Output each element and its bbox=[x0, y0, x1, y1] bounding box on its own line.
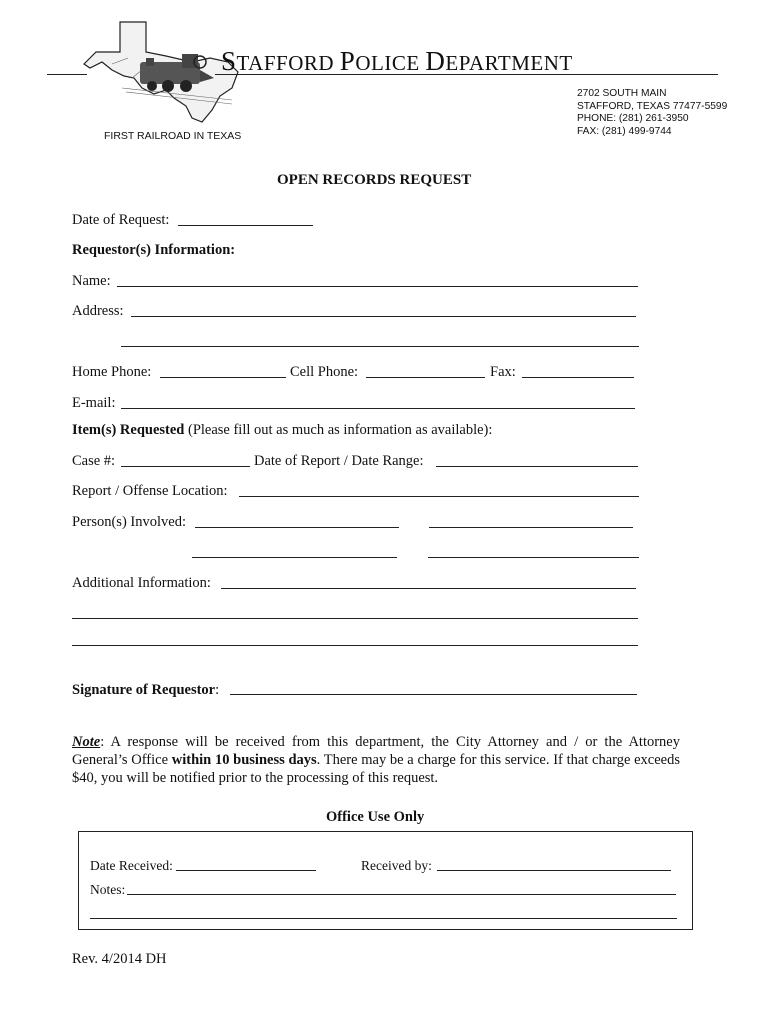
email-field[interactable] bbox=[121, 408, 635, 409]
persons-involved-field-3[interactable] bbox=[192, 557, 397, 558]
persons-involved-label: Person(s) Involved: bbox=[72, 514, 186, 530]
received-by-label: Received by: bbox=[361, 858, 432, 873]
additional-info-field[interactable] bbox=[221, 588, 636, 589]
form-title: OPEN RECORDS REQUEST bbox=[277, 172, 472, 188]
date-received-field[interactable] bbox=[176, 870, 316, 871]
email-label: E-mail: bbox=[72, 395, 116, 411]
office-use-heading: Office Use Only bbox=[326, 809, 425, 825]
additional-info-field-line-2[interactable] bbox=[72, 618, 638, 619]
received-by-field[interactable] bbox=[437, 870, 671, 871]
home-phone-field[interactable] bbox=[160, 377, 286, 378]
note-paragraph bbox=[72, 733, 680, 787]
offense-location-field[interactable] bbox=[239, 496, 639, 497]
note-text-1: : A response will be received from this department, the City Attorney and / or the Attorney General’s Office bbox=[72, 734, 680, 768]
address-field-line-2[interactable] bbox=[121, 346, 639, 347]
address-line: 2702 SOUTH MAIN bbox=[577, 88, 667, 99]
header-rule-right bbox=[215, 74, 718, 75]
fax-label: Fax: bbox=[490, 364, 516, 380]
home-phone-label: Home Phone: bbox=[72, 364, 152, 380]
name-field[interactable] bbox=[117, 286, 638, 287]
items-requested-heading bbox=[72, 422, 492, 438]
address-line: FAX: (281) 499-9744 bbox=[577, 125, 672, 137]
date-range-field[interactable] bbox=[436, 466, 638, 467]
note-label: Note bbox=[72, 734, 101, 750]
date-of-request-field[interactable] bbox=[178, 225, 313, 226]
tagline: FIRST RAILROAD IN TEXAS bbox=[104, 130, 242, 142]
revision-label: Rev. 4/2014 DH bbox=[72, 951, 167, 967]
address-label: Address: bbox=[72, 303, 124, 319]
header-rule-left bbox=[47, 74, 87, 75]
notes-label: Notes: bbox=[90, 882, 126, 897]
date-of-request-label: Date of Request: bbox=[72, 212, 170, 228]
persons-involved-field-4[interactable] bbox=[428, 557, 639, 558]
address-line: PHONE: (281) 261-3950 bbox=[577, 113, 689, 124]
persons-involved-field-1[interactable] bbox=[195, 527, 399, 528]
case-number-label: Case #: bbox=[72, 453, 116, 469]
address-field[interactable] bbox=[131, 316, 636, 317]
fax-field[interactable] bbox=[522, 377, 634, 378]
note-emphasis: within 10 business days bbox=[171, 752, 317, 768]
notes-field[interactable] bbox=[127, 894, 676, 895]
signature-label bbox=[72, 682, 219, 698]
name-label: Name: bbox=[72, 273, 111, 289]
department-name: STAFFORD POLICE DEPARTMENT bbox=[221, 46, 573, 76]
department-address bbox=[577, 88, 727, 138]
cell-phone-label: Cell Phone: bbox=[290, 364, 359, 380]
date-range-label: Date of Report / Date Range: bbox=[254, 453, 424, 469]
additional-info-field-line-3[interactable] bbox=[72, 645, 638, 646]
address-line: STAFFORD, TEXAS 77477-5599 bbox=[577, 100, 728, 112]
signature-colon: : bbox=[215, 682, 220, 698]
persons-involved-field-2[interactable] bbox=[429, 527, 633, 528]
signature-field[interactable] bbox=[230, 694, 637, 695]
note-text-2: . There may be a charge for this service. If that charge exceeds $40, you will be notified prior to the processing of this request. bbox=[72, 752, 680, 786]
requestor-heading: Requestor(s) Information: bbox=[72, 242, 236, 258]
date-received-label: Date Received: bbox=[90, 858, 173, 873]
offense-location-label: Report / Offense Location: bbox=[72, 483, 228, 499]
additional-info-label: Additional Information: bbox=[72, 575, 211, 591]
items-requested-subtitle: (Please fill out as much as information as available): bbox=[184, 422, 493, 438]
case-number-field[interactable] bbox=[121, 466, 250, 467]
notes-field-line-2[interactable] bbox=[90, 918, 677, 919]
cell-phone-field[interactable] bbox=[366, 377, 485, 378]
items-requested-title: Item(s) Requested bbox=[72, 422, 185, 438]
signature-title: Signature of Requestor bbox=[72, 682, 216, 698]
office-use-box bbox=[78, 831, 693, 930]
